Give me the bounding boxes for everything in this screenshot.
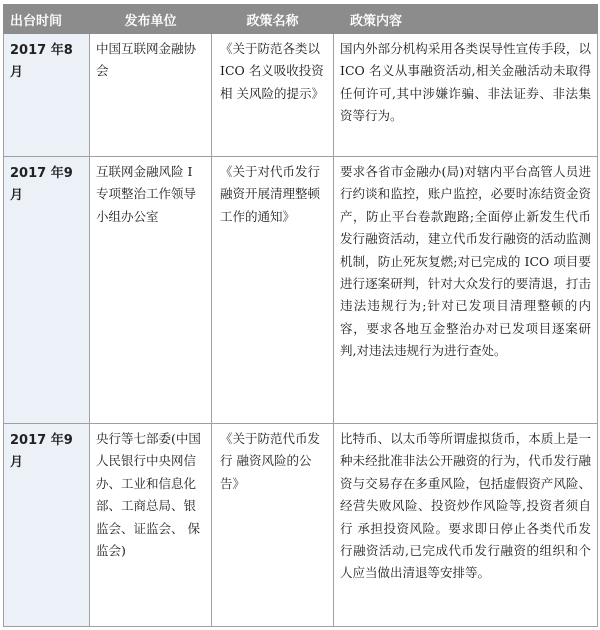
- cell-policy-name: 《关于防范各类以 ICO 名义吸收投资相 关风险的提示》: [212, 34, 334, 157]
- cell-content: 比特币、以太币等所谓虚拟货币，本质上是一 种未经批准非法公开融资的行为，代币发行融资与交易存在多重风险，包括虚假资产风险、经营失败风险、投资炒作风险等,投资者须自 行 承担投资风险。要求即日停止各类代币发行融资活动,已完成代币发行融资的组织和个人应当做出清退等安排等。: [334, 424, 598, 627]
- cell-content: 要求各省市金融办(局)对辖内平台高管人员进行约谈和监控，账户监控，必要时冻结资金资产，防止平台卷款跑路;全面停止新发生代币发行融资活动，建立代币发行融资的活动监测机制，防止死灰复燃;对已完成的 ICO 项目要进行逐案研判，针对大众发行的要清退，打击违法违规行为;针对已发项目清理整顿的内容，要求各地互金整治办对已发项目逐案研判,对违法违规行为进行查处。: [334, 157, 598, 424]
- cell-org: 互联网金融风险 I 专项整治工作领导小组办公室: [90, 157, 212, 424]
- table-row: [4, 34, 598, 157]
- cell-org: 央行等七部委(中国人民银行中央网信办、工业和信息化部、工商总局、银 监会、证监会、 保监会): [90, 424, 212, 627]
- cell-org: 中国互联网金融协会: [90, 34, 212, 157]
- policy-table: [3, 4, 598, 627]
- header-date: 出台时间: [4, 5, 90, 34]
- table-row: [4, 424, 598, 627]
- cell-date: 2017 年9 月: [4, 157, 90, 424]
- cell-content: 国内外部分机构采用各类误导性宣传手段，以 ICO 名义从事融资活动,相关金融活动未取得 任何许可,其中涉嫌诈骗、非法证券、非法集资等行为。: [334, 34, 598, 157]
- cell-date: 2017 年8 月: [4, 34, 90, 157]
- header-content: 政策内容: [334, 5, 598, 34]
- cell-policy-name: 《关于对代币发行融资开展清理整顿工作的通知》: [212, 157, 334, 424]
- header-policy-name: 政策名称: [212, 5, 334, 34]
- cell-policy-name: 《关于防范代币发行 融资风险的公告》: [212, 424, 334, 627]
- cell-date: 2017 年9 月: [4, 424, 90, 627]
- table-header-row: [4, 5, 598, 34]
- header-org: 发布单位: [90, 5, 212, 34]
- table-row: [4, 157, 598, 424]
